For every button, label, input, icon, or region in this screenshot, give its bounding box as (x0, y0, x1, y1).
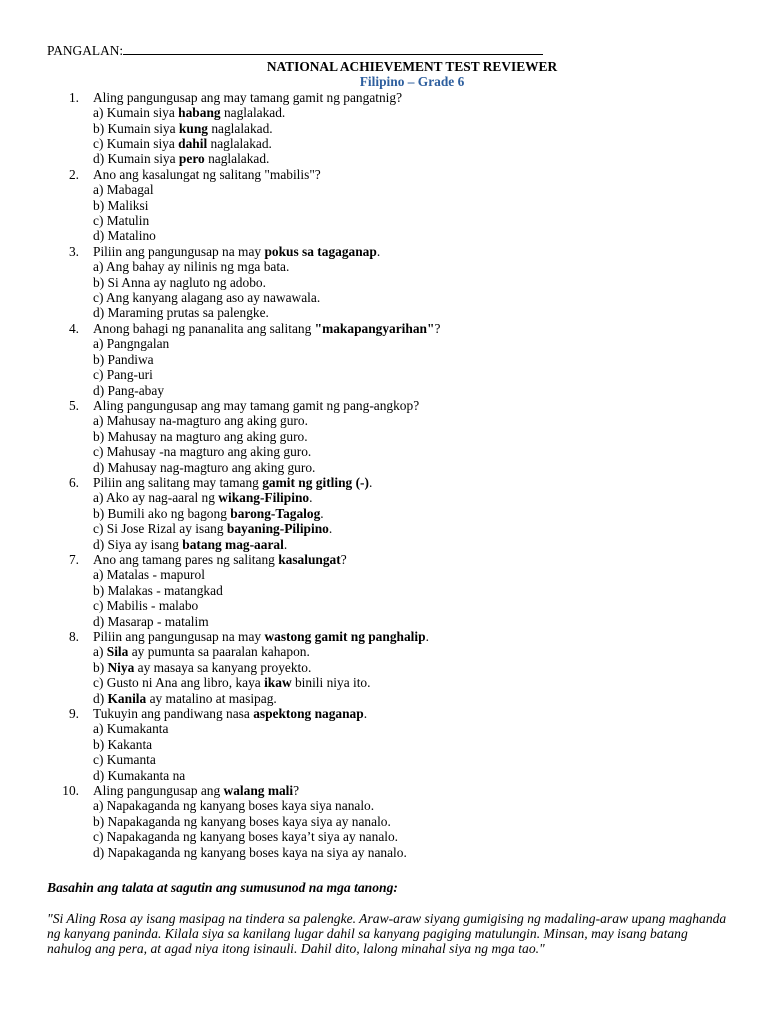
bold-keyword: walang mali (223, 783, 294, 799)
question-number: 8. (68, 629, 79, 644)
bold-keyword: wikang-Filipino (218, 490, 310, 506)
bold-keyword: gamit ng gitling (-) (262, 474, 369, 490)
answer-option[interactable] (93, 444, 727, 459)
text-segment: d) Masarap - matalim (93, 613, 209, 629)
answer-option[interactable] (93, 768, 727, 783)
bold-keyword: Niya (107, 659, 135, 675)
bold-keyword: pero (178, 151, 205, 167)
text-segment: a) Ako ay nag-aaral ng (93, 490, 219, 506)
text-segment: . (363, 706, 368, 722)
answer-option[interactable] (93, 429, 727, 444)
question-number: 10. (62, 783, 79, 799)
text-segment: a) Mabagal (93, 182, 154, 198)
answer-option[interactable] (93, 675, 727, 690)
answer-option[interactable] (93, 752, 727, 767)
text-segment: ay matalino at masipag. (146, 690, 277, 706)
answer-option[interactable] (93, 290, 727, 305)
question-item (47, 167, 727, 244)
text-segment: Aling pangungusap ang may tamang gamit ng pang-angkop? (93, 397, 420, 413)
text-segment: a) Matalas - mapurol (93, 567, 205, 583)
worksheet-subtitle: Filipino – Grade 6 (359, 74, 465, 90)
question-number: 3. (68, 243, 79, 259)
question-number: 6. (68, 474, 79, 490)
text-segment: d) Kumain siya (93, 151, 179, 167)
answer-option[interactable] (93, 644, 727, 659)
text-segment: . (376, 243, 381, 259)
text-segment: . (328, 521, 333, 537)
bold-keyword: batang mag-aaral (182, 536, 284, 552)
question-stem (93, 706, 727, 721)
bold-keyword: dahil (178, 136, 208, 151)
question-item (47, 90, 727, 167)
answer-option[interactable] (93, 136, 727, 151)
text-segment: ay pumunta sa paaralan kahapon. (128, 644, 310, 660)
answer-option[interactable] (93, 413, 727, 428)
answer-option[interactable] (93, 151, 727, 166)
answer-option[interactable] (93, 537, 727, 552)
text-segment: ? (340, 551, 347, 567)
worksheet-page (47, 43, 727, 957)
text-segment: c) Gusto ni Ana ang libro, kaya (93, 675, 265, 691)
text-segment: . (425, 629, 429, 644)
text-segment: naglalakad. (207, 136, 272, 151)
text-segment: binili niya ito. (291, 675, 371, 691)
text-segment: ? (293, 783, 300, 799)
text-segment: Aling pangungusap ang may tamang gamit ng pangatnig? (93, 89, 403, 105)
text-segment: c) Mabilis - malabo (93, 598, 199, 614)
worksheet-title: NATIONAL ACHIEVEMENT TEST REVIEWER (266, 59, 558, 74)
question-item (47, 244, 727, 321)
question-stem (93, 629, 727, 644)
text-segment: b) Maliksi (93, 197, 149, 213)
bold-keyword: kung (178, 120, 208, 136)
text-segment: b) Mahusay na magturo ang aking guro. (93, 428, 308, 444)
question-item (47, 321, 727, 398)
bold-keyword: "makapangyarihan" (314, 320, 435, 336)
answer-option[interactable] (93, 614, 727, 629)
text-segment: d) Kumakanta na (93, 767, 186, 783)
name-blank[interactable] (123, 43, 543, 55)
text-segment: c) Kumain siya (93, 136, 179, 151)
text-segment: a) Ang bahay ay nilinis ng mga bata. (93, 259, 290, 275)
question-stem (93, 90, 727, 105)
text-segment: b) Si Anna ay nagluto ng adobo. (93, 274, 266, 290)
answer-option[interactable] (93, 213, 727, 228)
answer-option[interactable] (93, 275, 727, 290)
text-segment: Piliin ang pangungusap na may (93, 243, 265, 259)
text-segment: c) Pang-uri (93, 367, 153, 383)
bold-keyword: Sila (106, 644, 129, 660)
text-segment: naglalakad. (207, 120, 273, 136)
question-item (47, 398, 727, 475)
text-segment: a) Napakaganda ng kanyang boses kaya siya nanalo. (93, 798, 375, 814)
text-segment: . (283, 536, 288, 552)
answer-option[interactable] (93, 228, 727, 243)
text-segment: b) Pandiwa (93, 351, 154, 367)
answer-option[interactable] (93, 182, 727, 197)
text-segment: . (320, 505, 324, 521)
text-segment: d) Pang-abay (93, 382, 165, 398)
text-segment: Piliin ang pangungusap na may (93, 629, 265, 644)
question-number: 4. (68, 320, 79, 336)
text-segment: c) Kumanta (93, 752, 156, 768)
question-stem (93, 783, 727, 798)
bold-keyword: habang (178, 105, 221, 121)
text-segment: Aling pangungusap ang (93, 783, 224, 799)
text-segment: b) Napakaganda ng kanyang boses kaya siya ay nanalo. (93, 813, 391, 829)
question-number: 5. (68, 397, 79, 413)
question-number: 7. (68, 551, 79, 567)
text-segment: Ano ang kasalungat ng salitang "mabilis"? (93, 166, 321, 182)
text-segment: a) Kumakanta (93, 721, 169, 737)
question-stem (93, 475, 727, 490)
text-segment: d) Siya ay isang (93, 536, 183, 552)
text-segment: c) Ang kanyang alagang aso ay nawawala. (93, 290, 321, 306)
text-segment: Ano ang tamang pares ng salitang (93, 551, 279, 567)
question-item (47, 629, 727, 706)
answer-option[interactable] (93, 737, 727, 752)
answer-option[interactable] (93, 721, 727, 736)
text-segment: c) Matulin (93, 213, 150, 229)
text-segment: c) Si Jose Rizal ay isang (93, 521, 227, 537)
answer-option[interactable] (93, 521, 727, 536)
bold-keyword: aspektong naganap (253, 706, 364, 722)
text-segment: b) Kakanta (93, 736, 153, 752)
question-stem (93, 167, 727, 182)
question-stem (93, 321, 727, 336)
bold-keyword: pokus sa tagaganap (264, 243, 377, 259)
text-segment: b) Bumili ako ng bagong (93, 505, 231, 521)
question-number: 1. (68, 89, 79, 105)
answer-option[interactable] (93, 305, 727, 320)
answer-option[interactable] (93, 352, 727, 367)
answer-option[interactable] (93, 121, 727, 136)
question-stem (93, 552, 727, 567)
question-number: 2. (68, 166, 79, 182)
question-item (47, 475, 727, 552)
text-segment: Piliin ang salitang may tamang (93, 474, 263, 490)
answer-option[interactable] (93, 105, 727, 120)
bold-keyword: wastong gamit ng panghalip (264, 629, 426, 644)
text-segment: d) Matalino (93, 228, 156, 244)
answer-option[interactable] (93, 460, 727, 475)
text-segment: Anong bahagi ng pananalita ang salitang (93, 320, 315, 336)
text-segment: b) Malakas - matangkad (93, 582, 223, 598)
text-segment: d) Napakaganda ng kanyang boses kaya na siya ay nanalo. (93, 844, 407, 860)
question-item (47, 783, 727, 860)
text-segment: d) Maraming prutas sa palengke. (93, 305, 269, 321)
question-item (47, 706, 727, 783)
name-field-line (47, 43, 727, 59)
text-segment: a) Pangngalan (93, 336, 170, 352)
answer-option[interactable] (93, 336, 727, 351)
text-segment: a) Kumain siya (93, 105, 179, 121)
bold-keyword: kasalungat (278, 551, 341, 567)
text-segment: d) Mahusay nag-magturo ang aking guro. (93, 459, 316, 475)
answer-option[interactable] (93, 829, 727, 844)
answer-option[interactable] (93, 567, 727, 582)
text-segment: d) (93, 690, 108, 706)
text-segment: . (309, 490, 313, 506)
answer-option[interactable] (93, 259, 727, 274)
text-segment: b) (93, 659, 108, 675)
text-segment: naglalakad. (204, 151, 270, 167)
answer-option[interactable] (93, 845, 727, 860)
text-segment: a) Mahusay na-magturo ang aking guro. (93, 413, 308, 429)
question-item (47, 552, 727, 629)
text-segment: . (368, 474, 373, 490)
bold-keyword: ikaw (264, 675, 292, 691)
answer-option[interactable] (93, 198, 727, 213)
answer-option[interactable] (93, 598, 727, 613)
question-list (47, 90, 727, 860)
bold-keyword: Kanila (107, 690, 147, 706)
answer-option[interactable] (93, 691, 727, 706)
text-segment: b) Kumain siya (93, 120, 179, 136)
text-segment: naglalakad. (220, 105, 286, 121)
answer-option[interactable] (93, 506, 727, 521)
reading-passage: "Si Aling Rosa ay isang masipag na tindera sa palengke. Araw-araw siyang gumigising ng madaling-araw upang maghanda ng kanyang paninda. Kilala siya sa kanilang lugar dahil sa kanyang pagiging matulungin. Minsan, may isang batang nahulog ang pera, at agad niya itong isinauli. Dahil dito, lalong minahal siya ng mga tao." (47, 910, 727, 957)
answer-option[interactable] (93, 583, 727, 598)
text-segment: ? (434, 320, 441, 336)
text-segment: a) (93, 644, 107, 660)
answer-option[interactable] (93, 383, 727, 398)
answer-option[interactable] (93, 798, 727, 813)
text-segment: Tukuyin ang pandiwang nasa (93, 706, 254, 722)
question-stem (93, 244, 727, 259)
bold-keyword: bayaning-Pilipino (226, 521, 329, 537)
question-stem (93, 398, 727, 413)
question-number: 9. (68, 706, 79, 722)
text-segment: c) Napakaganda ng kanyang boses kaya’t siya ay nanalo. (93, 829, 399, 845)
text-segment: ay masaya sa kanyang proyekto. (134, 659, 312, 675)
name-label: PANGALAN: (47, 43, 124, 58)
answer-option[interactable] (93, 814, 727, 829)
bold-keyword: barong-Tagalog (230, 505, 321, 521)
answer-option[interactable] (93, 660, 727, 675)
reading-instruction: Basahin ang talata at sagutin ang sumusunod na mga tanong: (47, 880, 398, 896)
text-segment: c) Mahusay -na magturo ang aking guro. (93, 444, 312, 460)
answer-option[interactable] (93, 490, 727, 505)
answer-option[interactable] (93, 367, 727, 382)
